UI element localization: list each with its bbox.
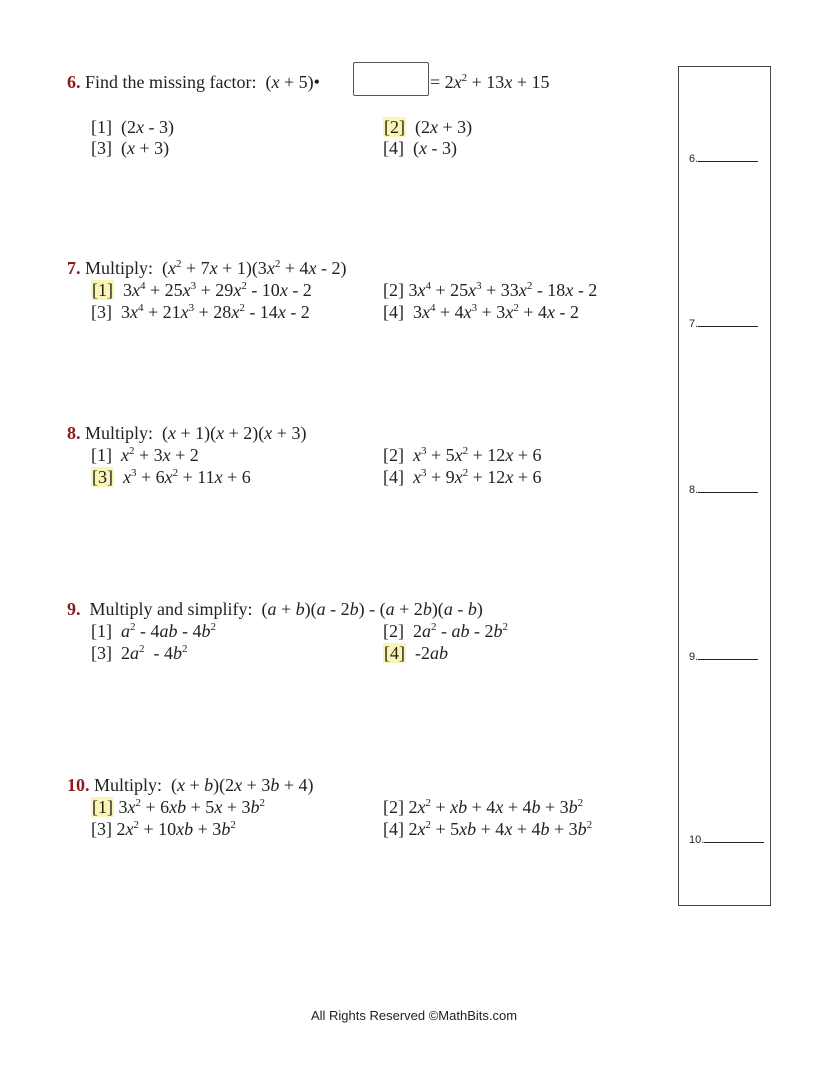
choice-2[interactable]: [2] $2a^2$ - ab - $2b^2$ (383, 621, 508, 641)
choice-4[interactable]: [4] $3x^4 + 4x^3 + 3x^2 + 4x - 2$ (383, 302, 579, 322)
missing-factor-box (353, 62, 429, 96)
answer-blank-7[interactable]: 7. (689, 317, 758, 330)
answer-blank-6[interactable]: 6. (689, 152, 758, 165)
question-8-stem: 8. Multiply: (x + 1)(x + 2)(x + 3) (67, 423, 307, 443)
choice-1[interactable]: [1] $a^2 - 4ab - 4b^2$ (91, 621, 216, 641)
choice-2[interactable]: [2] $x^3 + 5x^2 + 12x + 6$ (383, 445, 542, 465)
question-prompt: Find the missing factor: (85, 72, 257, 92)
choice-4[interactable]: [4] (x - 3) (383, 138, 457, 158)
question-6-rhs: = $2x^2 + 13x + 15$ (430, 72, 550, 92)
question-prompt: Multiply: (85, 258, 154, 278)
choice-1[interactable]: [1] $x^2 + 3x + 2$ (91, 445, 199, 465)
question-prompt: Multiply: (94, 775, 163, 795)
choice-3[interactable]: [3] $2a^2 - 4b^2$ (91, 643, 188, 663)
choice-3[interactable]: [3] $x^3 + 6x^2 + 11x + 6$ (92, 467, 251, 487)
answer-blank-10[interactable]: 10. (689, 833, 764, 846)
question-6-stem: 6. Find the missing factor: (x + 5)• (67, 72, 320, 92)
choice-2[interactable]: [2] $2x^2$ + xb + $4x + 4b + 3b^2$ (383, 797, 584, 817)
choice-4[interactable]: [4] $2x^2 + 5xb + 4x + 4b + 3b^2$ (383, 819, 593, 839)
question-9-stem: 9. Multiply and simplify: (a + b)(a - 2b) - (a + 2b)(a - b) (67, 599, 483, 619)
choice-3[interactable]: [3] $3x^4 + 21x^3 + 28x^2 - 14x - 2$ (91, 302, 310, 322)
choice-4[interactable]: [4] -2ab (384, 643, 448, 663)
choice-4[interactable]: [4] $x^3 + 9x^2 + 12x + 6$ (383, 467, 542, 487)
answer-blank-9[interactable]: 9. (689, 650, 758, 663)
answer-column (678, 66, 771, 906)
question-number: 7. (67, 258, 81, 278)
question-10-stem: 10. Multiply: (x + b)(2x + 3b + 4) (67, 775, 314, 795)
question-number: 6. (67, 72, 81, 92)
choice-3[interactable]: [3] (x + 3) (91, 138, 170, 158)
question-number: 8. (67, 423, 81, 443)
question-prompt: Multiply: (85, 423, 154, 443)
question-number: 10. (67, 775, 90, 795)
question-7-stem: 7. Multiply: $(x^2 + 7x + 1)(3x^2 + 4x - 2)$ (67, 258, 347, 278)
choice-1[interactable]: [1] $3x^4 + 25x^3 + 29x^2 - 10x - 2$ (92, 280, 312, 300)
choice-2[interactable]: [2] $3x^4 + 25x^3 + 33x^2 - 18x - 2$ (383, 280, 598, 300)
choice-2[interactable]: [2] (2x + 3) (384, 117, 473, 137)
question-prompt: Multiply and simplify: (89, 599, 253, 619)
choice-3[interactable]: [3] $2x^2 + 10xb + 3b^2$ (91, 819, 236, 839)
answer-blank-8[interactable]: 8. (689, 483, 758, 496)
footer-copyright: All Rights Reserved ©MathBits.com (310, 1008, 518, 1023)
choice-1[interactable]: [1] $3x^2 + 6xb + 5x + 3b^2$ (92, 797, 265, 817)
question-number: 9. (67, 599, 81, 619)
choice-1[interactable]: [1] (2x - 3) (91, 117, 174, 137)
